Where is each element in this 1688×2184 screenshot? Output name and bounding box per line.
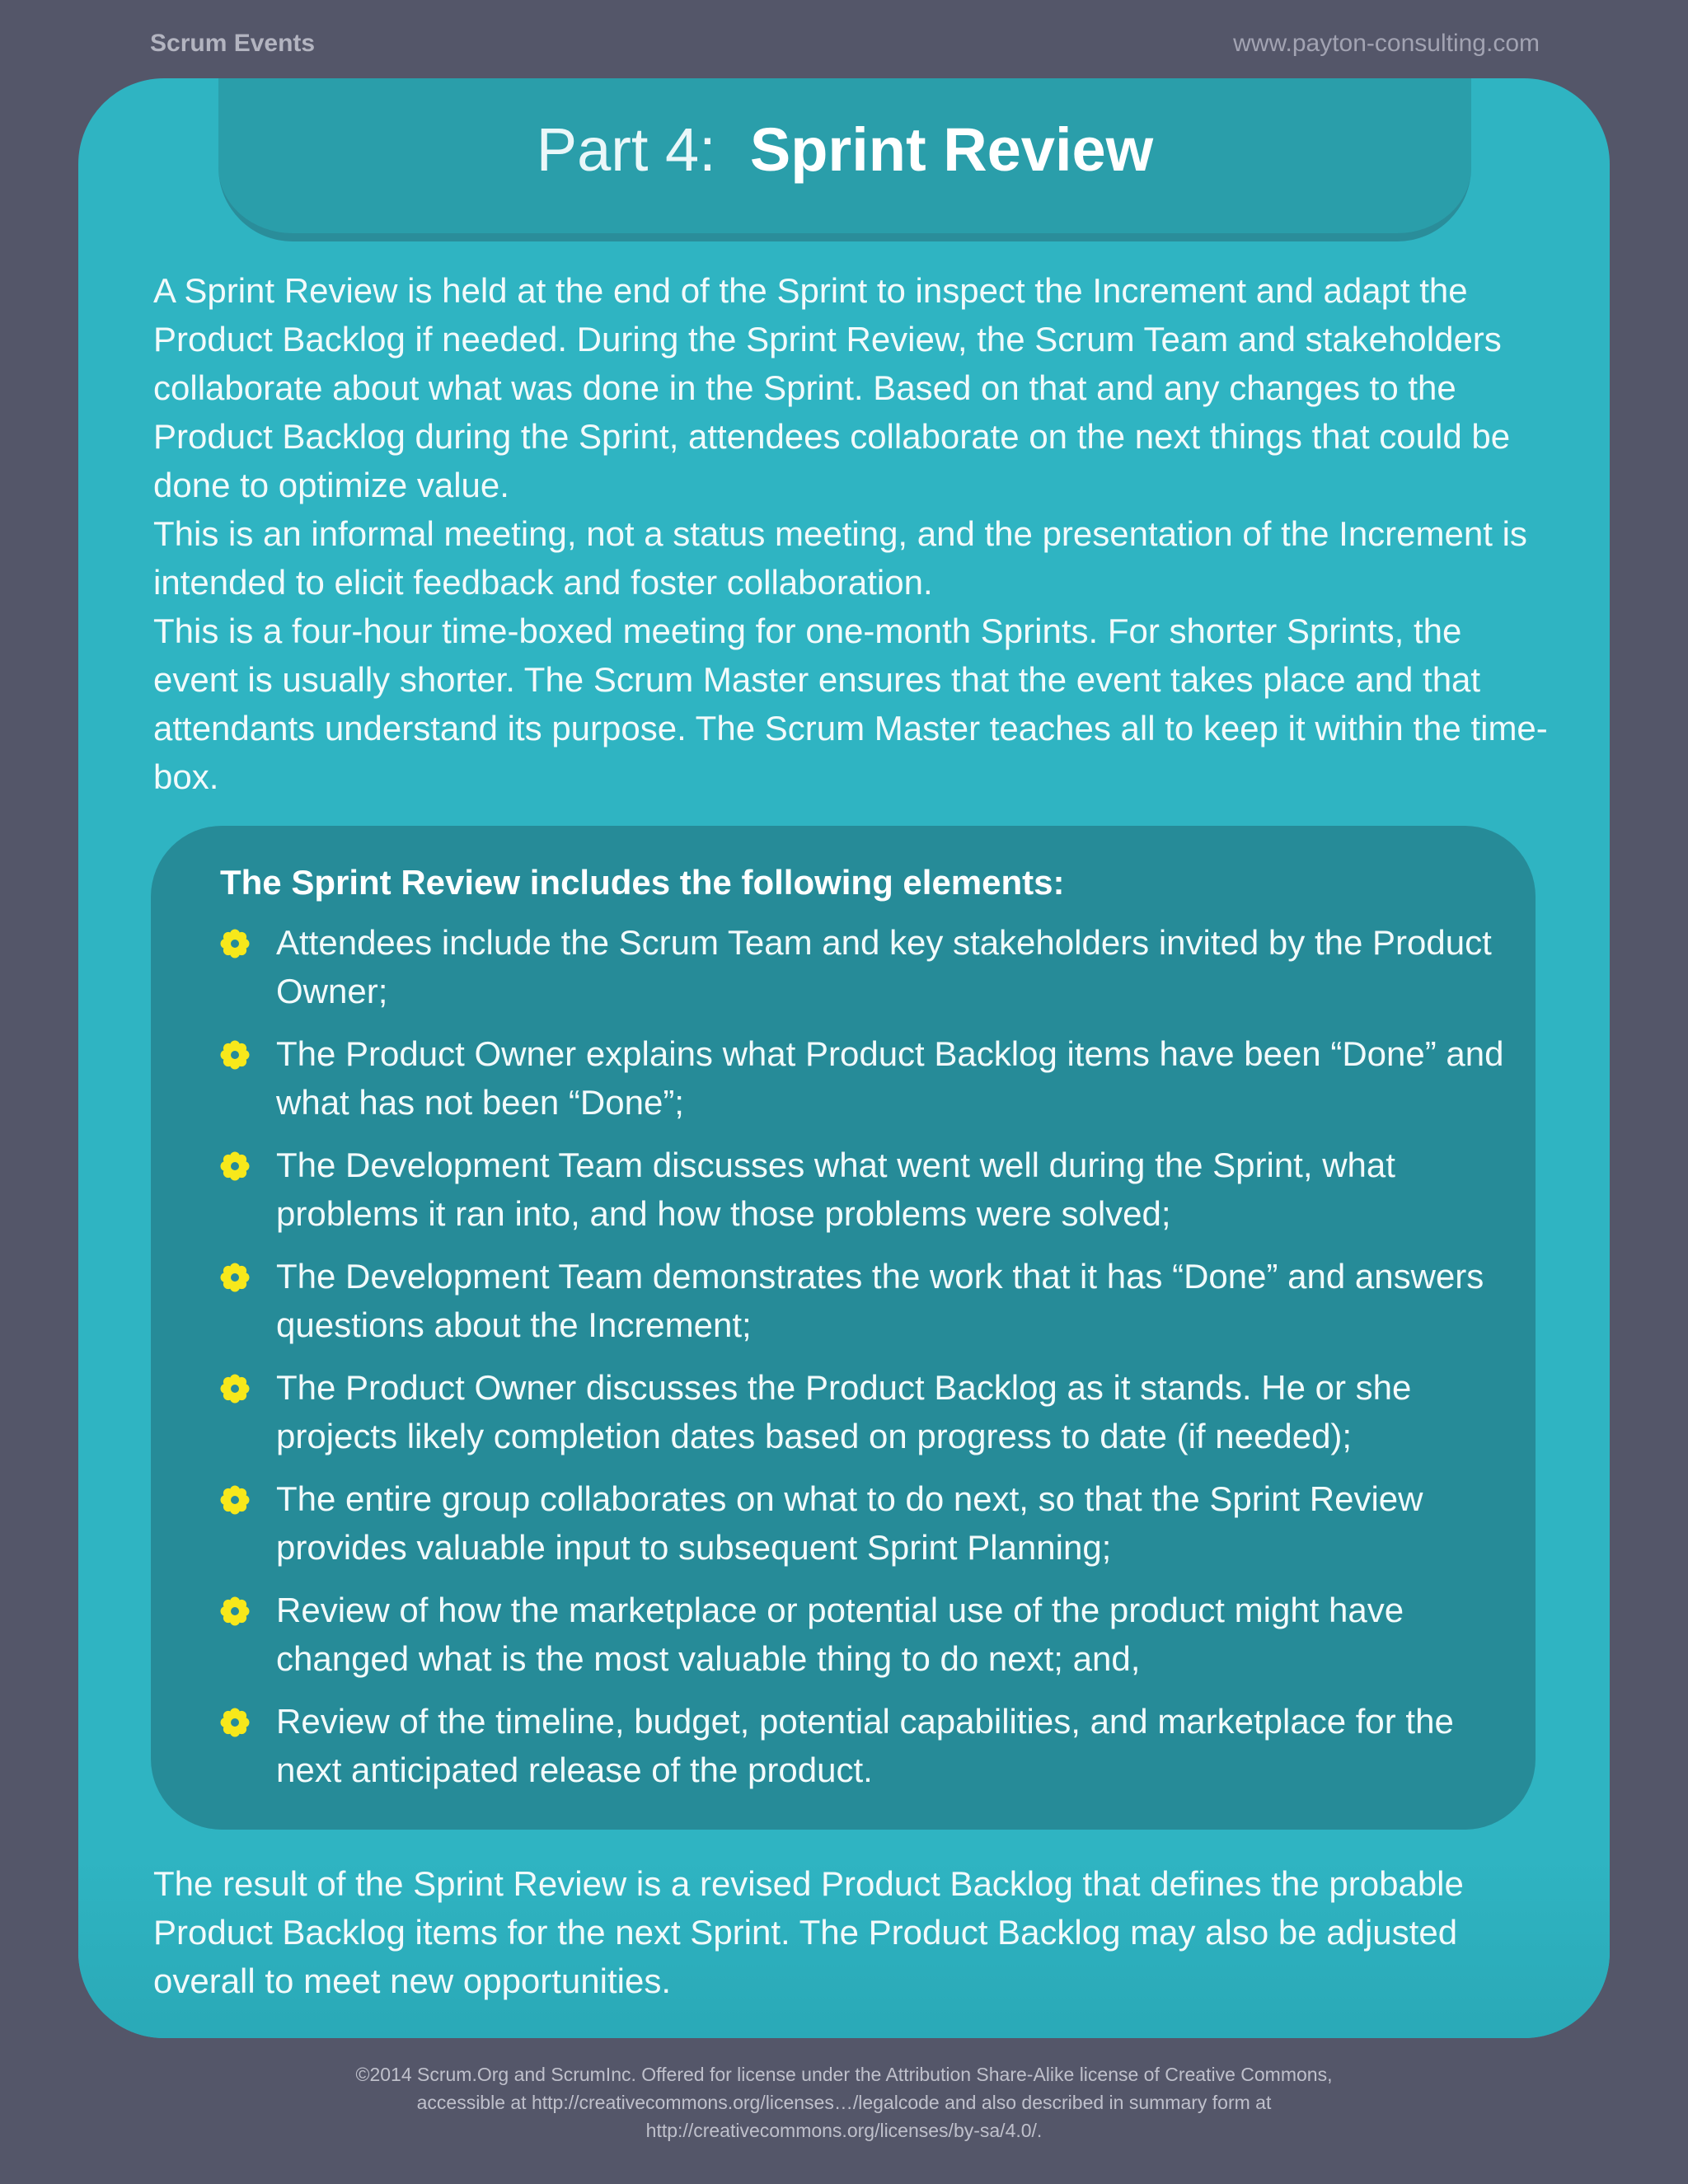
list-item — [220, 1363, 1522, 1460]
flower-bullet-icon — [220, 1374, 250, 1404]
list-item-text: The Development Team demonstrates the work that it has “Done” and answers questions about the Increment; — [276, 1257, 1484, 1344]
list-item — [220, 1141, 1522, 1238]
list-item-text: The Product Owner discusses the Product Backlog as it stands. He or she projects likely completion dates based on progress to date (if needed); — [276, 1368, 1412, 1455]
page-title — [218, 115, 1471, 184]
section-label: Scrum Events — [150, 30, 316, 57]
list-item — [220, 1474, 1522, 1572]
outro-paragraph: The result of the Sprint Review is a revised Product Backlog that defines the probable Product Backlog items for the next Sprint. The Product Backlog may also be adjusted overall to meet new opportunities. — [153, 1864, 1464, 2000]
elements-panel — [151, 826, 1536, 1830]
license-text: ©2014 Scrum.Org and ScrumInc. Offered for license under the Attribution Share-Alike license of Creative Commons, accessible at http://creativecommons.org/licenses…/legalcode and also described in summary form at http://creativecommons.org/licenses/by-sa/4.0/. — [355, 2064, 1333, 2141]
flower-bullet-icon — [220, 1708, 250, 1737]
flower-bullet-icon — [220, 1263, 250, 1292]
title-tab — [218, 78, 1471, 241]
flower-bullet-icon — [220, 1151, 250, 1181]
intro-paragraph: This is a four-hour time-boxed meeting for one-month Sprints. For shorter Sprints, the event is usually shorter. The Scrum Master ensures that the event takes place and that attendants understand its purpose. The Scrum Master teaches all to keep it within the time-box. — [153, 612, 1548, 796]
flower-bullet-icon — [220, 1485, 250, 1515]
list-item-text: The Product Owner explains what Product Backlog items have been “Done” and what has not been “Done”; — [276, 1034, 1504, 1122]
intro-paragraph: This is an informal meeting, not a status meeting, and the presentation of the Increment is intended to elicit feedback and foster collaboration. — [153, 514, 1527, 602]
elements-list — [220, 918, 1522, 1808]
title-prefix: Part 4: — [536, 115, 716, 184]
list-item-text: Review of how the marketplace or potential use of the product might have changed what is the most valuable thing to do next; and, — [276, 1591, 1404, 1678]
intro-paragraph: A Sprint Review is held at the end of the Sprint to inspect the Increment and adapt the Product Backlog if needed. During the Sprint Review, the Scrum Team and stakeholders collaborate about what was done in the Sprint. Based on that and any changes to the Product Backlog during the Sprint, attendees collaborate on the next things that could be done to optimize value. — [153, 271, 1511, 504]
elements-heading: The Sprint Review includes the following elements: — [220, 863, 1065, 902]
list-item — [220, 1586, 1522, 1683]
list-item — [220, 1029, 1522, 1127]
list-item — [220, 1252, 1522, 1349]
flower-bullet-icon — [220, 1596, 250, 1626]
list-item-text: The entire group collaborates on what to do next, so that the Sprint Review provides valuable input to subsequent Sprint Planning; — [276, 1479, 1423, 1567]
title-main: Sprint Review — [749, 115, 1154, 184]
flower-bullet-icon — [220, 929, 250, 958]
sprint-review-card — [78, 78, 1610, 2038]
website-link[interactable]: www.payton-consulting.com — [1233, 30, 1540, 57]
list-item-text: The Development Team discusses what went well during the Sprint, what problems it ran into, and how those problems were solved; — [276, 1146, 1395, 1233]
flower-bullet-icon — [220, 1040, 250, 1070]
list-item-text: Attendees include the Scrum Team and key stakeholders invited by the Product Owner; — [276, 923, 1492, 1010]
license-footer — [349, 2060, 1339, 2144]
list-item — [220, 1697, 1522, 1794]
list-item — [220, 918, 1522, 1015]
intro-text — [153, 266, 1554, 801]
outro-text — [153, 1859, 1554, 2005]
list-item-text: Review of the timeline, budget, potential capabilities, and marketplace for the next anticipated release of the product. — [276, 1702, 1454, 1789]
